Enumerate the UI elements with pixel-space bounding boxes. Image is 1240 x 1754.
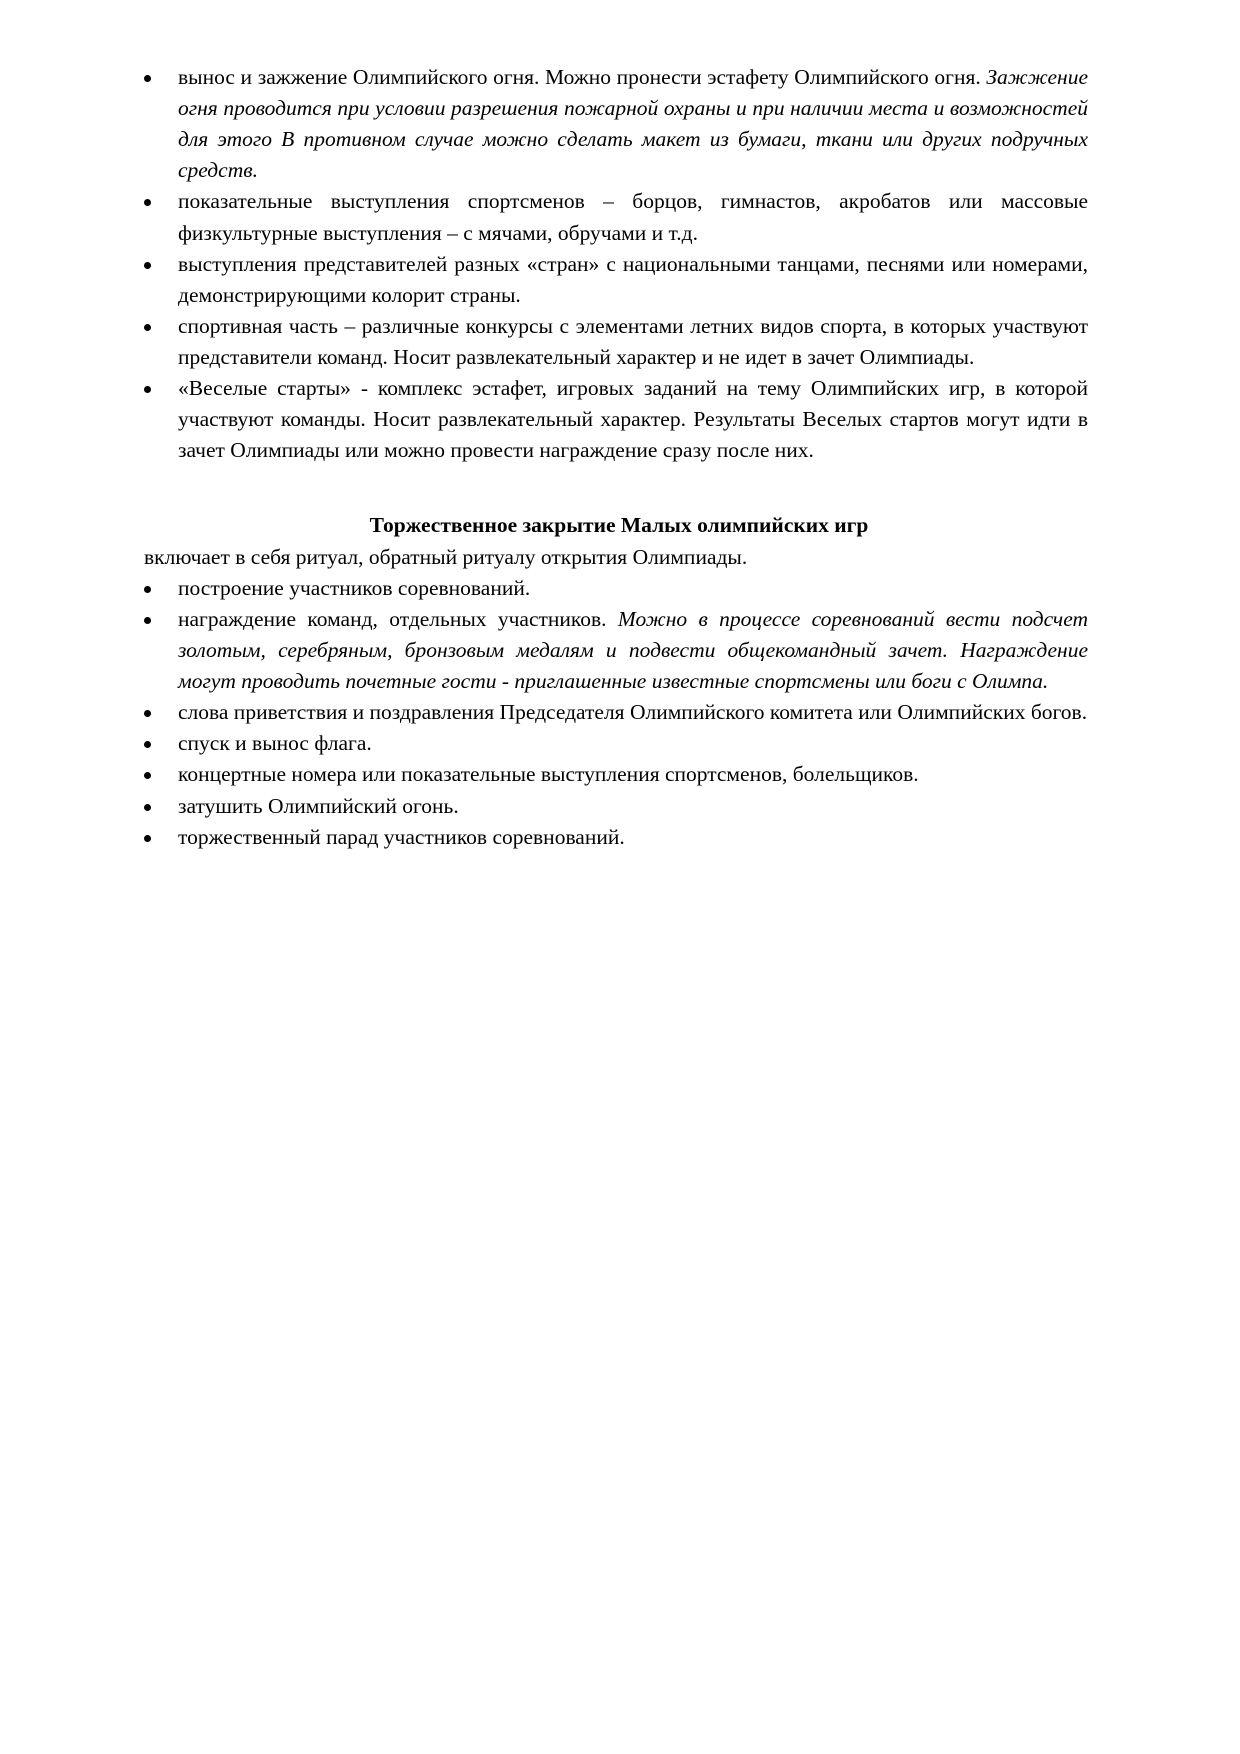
bullet-text-normal: вынос и зажжение Олимпийского огня. Можно пронести эстафету Олимпийского огня. [178, 65, 987, 89]
list-item [130, 697, 1088, 728]
document-body [130, 62, 1088, 853]
section-lead-paragraph: включает в себя ритуал, обратный ритуалу открытия Олимпиады. [144, 544, 748, 569]
page-title: Торжественное закрытие Малых олимпийских игр [369, 513, 869, 538]
bullet-text-normal: затушить Олимпийский огонь. [178, 793, 459, 818]
list-item [130, 822, 1088, 853]
list-item [130, 62, 1088, 186]
list-item [130, 311, 1088, 373]
list-item [130, 249, 1088, 311]
list-item [130, 759, 1088, 790]
bullet-text-normal: «Веселые старты» - комплекс эстафет, игровых заданий на тему Олимпийских игр, в которой участвуют команды. Носит развлекательный характер. Результаты Веселых стартов могут идти в зачет Олимпиады или можно провести награждение сразу после них. [178, 376, 1088, 463]
bullet-text-normal: награждение команд, отдельных участников. [178, 606, 618, 631]
opening-ceremony-bullet-list [130, 62, 1088, 466]
bullet-text-normal: построение участников соревнований. [178, 575, 531, 600]
section-spacer [130, 466, 1088, 510]
bullet-text-normal: концертные номера или показательные выступления спортсменов, болельщиков. [178, 762, 919, 787]
bullet-text-normal: спуск и вынос флага. [178, 731, 372, 756]
bullet-text-normal: слова приветствия и поздравления Председателя Олимпийского комитета или Олимпийских богов. [178, 700, 1088, 725]
list-item [130, 373, 1088, 466]
bullet-text-normal: торжественный парад участников соревнований. [178, 824, 625, 849]
list-item [130, 573, 1088, 604]
list-item [130, 604, 1088, 697]
closing-ceremony-bullet-list [130, 573, 1088, 853]
list-item [130, 791, 1088, 822]
list-item [130, 728, 1088, 759]
list-item [130, 186, 1088, 248]
bullet-text-normal: показательные выступления спортсменов – борцов, гимнастов, акробатов или массовые физкультурные выступления – с мячами, обручами и т.д. [178, 189, 1088, 245]
bullet-text-italic: Можно в процессе соревнований вести подсчет золотым, серебряным, бронзовым медалям и подвести общекомандный зачет. Награждение могут проводить почетные гости - приглашенные известные спортсмены или боги с Олимпа. [178, 606, 1088, 694]
bullet-text-normal: выступления представителей разных «стран» с национальными танцами, песнями или номерами, демонстрирующими колорит страны. [178, 251, 1088, 307]
bullet-text-italic: Зажжение огня проводится при условии разрешения пожарной охраны и при наличии места и возможностей для этого В противном случае можно сделать макет из бумаги, ткани или других подручных средств. [178, 65, 1088, 183]
bullet-text-normal: спортивная часть – различные конкурсы с элементами летних видов спорта, в которых участвуют представители команд. Носит развлекательный характер и не идет в зачет Олимпиады. [178, 313, 1088, 369]
